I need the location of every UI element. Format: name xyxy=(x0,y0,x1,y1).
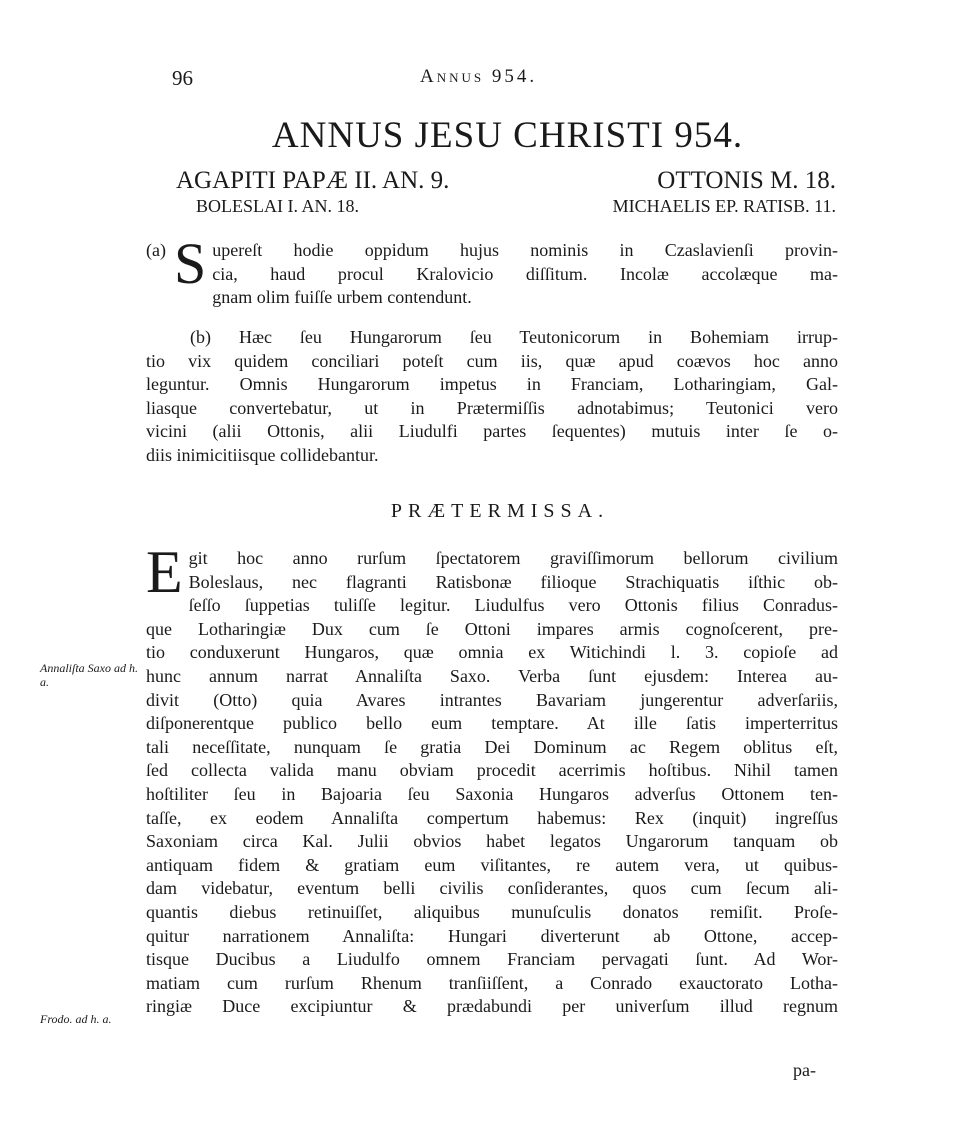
body-line: hunc annum narrat Annaliſta Saxo. Verba ſunt ejusdem: Interea au- xyxy=(146,665,838,686)
footnote-b-line: diis inimicitiisque collidebantur. xyxy=(146,444,379,465)
margin-note-annalista: Annaliſta Saxo ad h. a. xyxy=(40,661,138,689)
body-line: antiquam fidem & gratiam eum viſitantes, re autem vera, ut quibus- xyxy=(146,854,838,875)
body-line: que Lotharingiæ Dux cum ſe Ottoni impares armis cognoſcerent, pre- xyxy=(146,618,838,639)
regnal-years-line-2 xyxy=(176,196,836,220)
body-line: ringiæ Duce excipiuntur & prædabundi per univerſum illud regnum xyxy=(146,996,838,1017)
footnote-a-marker: (a) xyxy=(146,240,166,260)
body-dropcap: E xyxy=(146,539,183,605)
body-line: ſeſſo ſuppetias tuliſſe legitur. Liudulfus vero Ottonis filius Conradus- xyxy=(188,595,838,616)
body-line: matiam cum rurſum Rhenum tranſiiſſent, a Conrado exauctorato Lotha- xyxy=(146,972,838,993)
body-line: diſponerentque publico bello eum temptare. At ille ſatis imperterritus xyxy=(146,713,838,734)
body-line: tisque Ducibus a Liudulfo omnem Franciam pervagati ſunt. Ad Wor- xyxy=(146,949,838,970)
body-line: Saxoniam circa Kal. Julii obvios habet legatos Ungarorum tanquam ob xyxy=(146,831,838,852)
margin-note-frodo: Frodo. ad h. a. xyxy=(40,1012,112,1026)
body-line: quitur narrationem Annaliſta: Hungari diverterunt ab Ottone, accep- xyxy=(146,925,838,946)
catchword: pa- xyxy=(793,1060,816,1080)
main-text xyxy=(146,539,838,1019)
section-heading: PRÆTERMISSA. xyxy=(390,500,610,522)
footnote-b-line: liasque convertebatur, ut in Prætermiſſis adnotabimus; Teutonici vero xyxy=(146,397,838,418)
footnote-b-line: tio vix quidem conciliari poteſt cum iis, quæ apud coævos hoc anno xyxy=(146,350,838,371)
running-title: Annus 954. xyxy=(420,66,538,87)
page-title: ANNUS JESU CHRISTI 954. xyxy=(271,115,744,156)
body-line: tio conduxerunt Hungaros, quæ omnia ex Witichindi l. 3. copioſe ad xyxy=(146,642,838,663)
footnote-a-line: gnam olim fuiſſe urbem contendunt. xyxy=(212,287,472,308)
body-line: Boleslaus, nec flagranti Ratisbonæ filioque Strachiquatis iſthic ob- xyxy=(188,571,838,592)
page-number: 96 xyxy=(172,66,193,90)
body-line: git hoc anno rurſum ſpectatorem graviſſimorum bellorum civilium xyxy=(188,548,838,568)
footnote-b xyxy=(146,326,838,468)
emperor-regnal-year: OTTONIS M. 18. xyxy=(657,167,836,194)
footnote-a-line: upereſt hodie oppidum hujus nominis in Czaslavienſi provin- xyxy=(212,240,838,260)
footnote-b-line: leguntur. Omnis Hungarorum impetus in Franciam, Lotharingiam, Gal- xyxy=(146,374,838,395)
footnote-b-line: vicini (alii Ottonis, alii Liudulfi partes ſequentes) mutuis inter ſe o- xyxy=(146,421,838,442)
footnote-a-line: cia, haud procul Kralovicio diſſitum. Incolæ accolæque ma- xyxy=(212,263,838,284)
body-line: quantis diebus retinuiſſet, aliquibus munuſculis donatos remiſit. Proſe- xyxy=(146,901,838,922)
footnote-a xyxy=(146,231,838,310)
regnal-years-line-1 xyxy=(176,167,836,197)
footnote-b-line: (b) Hæc ſeu Hungarorum ſeu Teutonicorum in Bohemiam irrup- xyxy=(190,327,838,347)
body-line: tali neceſſitate, nunquam ſe gratia Dei Dominum ac Regem oblitus eſt, xyxy=(146,736,838,757)
pope-regnal-year: AGAPITI PAPÆ II. AN. 9. xyxy=(176,167,450,194)
body-line: ſed collecta valida manu obviam procedit acerrimis hoſtibus. Nihil tamen xyxy=(146,760,838,781)
body-line: hoſtiliter ſeu in Bajoaria ſeu Saxonia Hungaros adverſus Ottonem ten- xyxy=(146,783,838,804)
footnote-a-dropcap: S xyxy=(173,231,207,296)
running-head xyxy=(0,66,960,96)
body-line: dam videbatur, eventum belli civilis conſiderantes, quos cum ſecum ali- xyxy=(146,878,838,899)
body-line: taſſe, ex eodem Annaliſta compertum habemus: Rex (inquit) ingreſſus xyxy=(146,807,838,828)
body-line: divit (Otto) quia Avares intrantes Bavariam jungerentur adverſariis, xyxy=(146,689,838,710)
duke-regnal-year: BOLESLAI I. AN. 18. xyxy=(196,196,359,216)
bishop-regnal-year: MICHAELIS EP. RATISB. 11. xyxy=(612,196,836,216)
